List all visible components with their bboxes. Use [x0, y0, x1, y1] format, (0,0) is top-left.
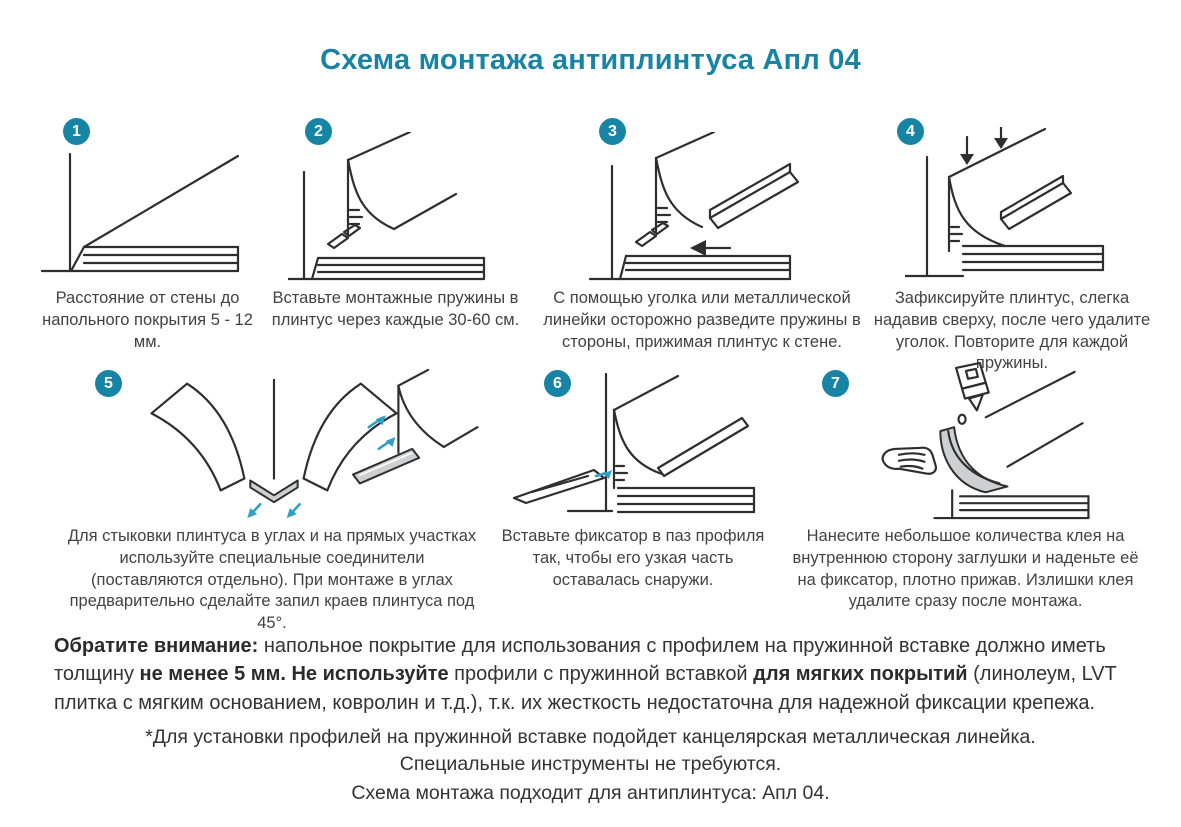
step-6-badge: 6 — [544, 370, 571, 397]
step-3-badge: 3 — [599, 118, 626, 145]
clip-detail — [350, 210, 362, 224]
hand-fingers — [898, 453, 924, 468]
profile-curve — [348, 160, 394, 229]
page-title: Схема монтажа антиплинтуса Апл 04 — [320, 44, 861, 76]
step-1-caption: Расстояние от стены до напольного покрытия 5 - 12 мм. — [42, 289, 253, 351]
step-3 — [542, 110, 862, 353]
step-2-badge: 2 — [305, 118, 332, 145]
compatibility-note: Схема монтажа подходит для антиплинтуса: Апл 04. — [351, 782, 830, 804]
profile-top-edge — [658, 418, 748, 476]
step-5-badge: 5 — [95, 370, 122, 397]
footnote-line-2: Специальные инструменты не требуются. — [399, 753, 782, 776]
footnote — [0, 724, 1181, 779]
step-4 — [872, 110, 1152, 375]
notice-text: профили с пружинной вставкой — [448, 663, 754, 686]
hand-icon — [882, 448, 935, 474]
glue-drop-icon — [958, 415, 965, 424]
spring-icon — [636, 232, 656, 246]
spring-icon — [328, 234, 348, 248]
notice-text: (линолеум, LVT плитка с мягким основанием, ковролин и т.д.), т.к. их жесткость недостаточна для надежной фиксации крепежа. — [54, 663, 1117, 714]
step-5-caption: Для стыковки плинтуса в углах и на прямых участках используйте специальные соединители (поставляются отдельно). При монтаже в углах предварительно сделайте запил краев плинтуса под 45°. — [67, 527, 477, 633]
clip-detail — [951, 227, 962, 241]
step-6-caption: Вставьте фиксатор в паз профиля так, чтобы его узкая часть оставалась снаружи. — [501, 527, 765, 589]
notice-text: напольное покрытие для использования с профилем на пружинной вставке должно иметь толщину — [54, 635, 1106, 686]
down-arrow-icon — [960, 154, 974, 165]
profile-curve — [949, 177, 1005, 246]
fixator-insert-drawing — [508, 370, 758, 520]
profile-curve — [656, 158, 702, 227]
step-7-badge: 7 — [822, 370, 849, 397]
left-arrow-icon — [690, 240, 706, 256]
glue-nozzle — [968, 395, 982, 411]
step-6-art — [488, 362, 778, 520]
glue-endcap-drawing — [836, 362, 1096, 520]
notice-bold-thickness: не менее 5 мм. Не используйте — [139, 663, 449, 686]
step-3-art — [542, 110, 862, 282]
clip-detail — [658, 208, 670, 222]
step-7 — [788, 362, 1143, 613]
spring-insert-drawing — [288, 132, 503, 282]
arrow-up-right-icon — [386, 437, 396, 447]
footnote-line-1: *Для установки профилей на пружинной вставке подойдет канцелярская металлическая линейка. — [145, 726, 1036, 748]
floor-covering-edge — [84, 156, 238, 247]
profile-curve — [614, 410, 662, 474]
step-2-caption: Вставьте монтажные пружины в плинтус через каждые 30-60 см. — [271, 289, 520, 329]
spread-springs-drawing — [582, 132, 822, 282]
step-5-art — [62, 362, 482, 520]
notice-paragraph — [54, 632, 1132, 717]
wedge-fixator-icon — [514, 470, 604, 503]
notice-bold-lead: Обратите внимание: — [54, 635, 259, 657]
corner-connector-drawing — [62, 362, 482, 520]
fix-plinth-drawing — [905, 127, 1120, 282]
step-3-caption: С помощью уголка или металлической линейки осторожно разведите пружины в стороны, прижимая плинтус к стене. — [543, 289, 861, 351]
corner-connector — [250, 481, 297, 503]
spring-icon — [652, 223, 668, 234]
notice-bold-soft-coverings: для мягких покрытий — [753, 663, 968, 686]
step-6 — [488, 362, 778, 591]
spring-icon — [344, 225, 360, 236]
profile-curve — [398, 386, 443, 447]
clip-detail — [616, 466, 627, 480]
ruler-icon — [710, 172, 798, 228]
wall-floor-gap-drawing — [40, 132, 255, 282]
step-4-badge: 4 — [897, 118, 924, 145]
step-7-caption: Нанесите небольшое количества клея на внутреннюю сторону заглушки и наденьте её на фиксатор, плотно прижав. Излишки клея удалите сразу после монтажа. — [792, 527, 1139, 611]
step-4-caption: Зафиксируйте плинтус, слегка надавив сверху, после чего удалите уголок. Повторите для каждой пружины. — [873, 289, 1151, 373]
step-5 — [62, 362, 482, 635]
step-1 — [40, 110, 255, 353]
step-2 — [268, 110, 523, 332]
step-1-badge: 1 — [63, 118, 90, 145]
